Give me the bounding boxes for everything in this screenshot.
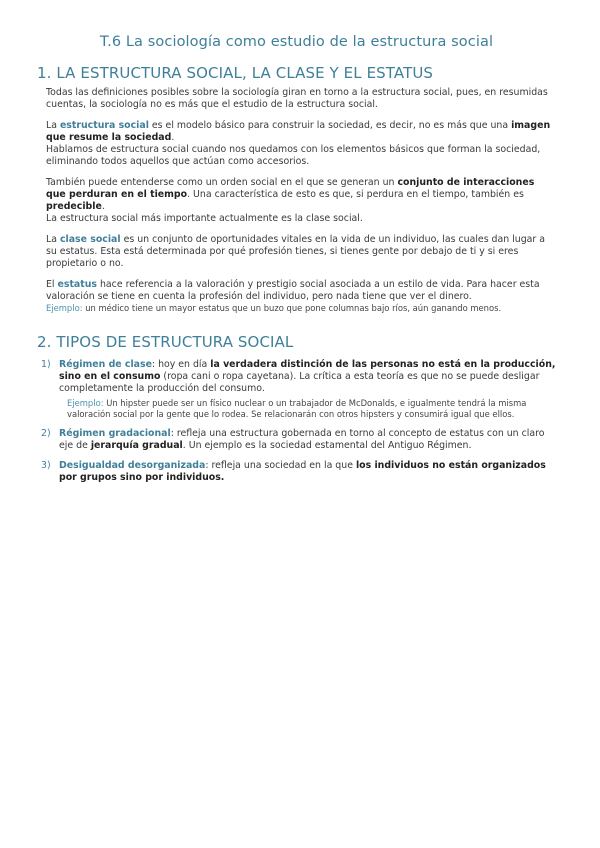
paragraph-estatus: El estatus hace referencia a la valoración y prestigio social asociada a un estilo de vida. Para hacer esta valoración se tiene en cuenta la profesión del individuo, pero nada tiene que ver el dinero. Ejemplo: un médico tiene un mayor estatus que un buzo que pone columnas bajo ríos, aún ganando menos. xyxy=(46,279,540,313)
list-item-number: 2) xyxy=(41,427,51,439)
example-label: Ejemplo: xyxy=(67,398,104,408)
example-hipster: Ejemplo: Un hipster puede ser un físico nuclear o un trabajador de McDonalds, e igualmente tendrá la misma valoración social por la gente que lo rodea. Se relacionarán con otros hipsters y consumirá igual que ellos. xyxy=(67,398,527,419)
bold-imagen-sociedad: imagen que resume la sociedad xyxy=(46,120,551,143)
keyword-desigualdad-desorganizada: Desigualdad desorganizada xyxy=(59,459,206,471)
paragraph-orden-social: También puede entenderse como un orden social en el que se generan un conjunto de interacciones que perduran en el tiempo. Una característica de esto es que, si perdura en el tiempo, también es predecible. La estructura social más importante actualmente es la clase social. xyxy=(46,177,535,224)
section-tipos-estructura xyxy=(37,333,556,484)
section-1-heading: 1. LA ESTRUCTURA SOCIAL, LA CLASE Y EL ESTATUS xyxy=(37,64,434,82)
list-item-number: 3) xyxy=(41,459,51,471)
bold-predecible: predecible xyxy=(46,201,102,212)
example-label: Ejemplo: xyxy=(46,303,83,313)
document-title: T.6 La sociología como estudio de la estructura social xyxy=(99,34,494,50)
keyword-clase-social: clase social xyxy=(59,234,121,245)
types-list xyxy=(37,359,556,484)
section-2-heading: 2. TIPOS DE ESTRUCTURA SOCIAL xyxy=(37,333,294,351)
paragraph-clase-social: La clase social es un conjunto de oportunidades vitales en la vida de un individuo, las cuales dan lugar a su estatus. Esta está determinada por qué profesión tienes, si tienes gente por debajo de ti y si eres propietario o no. xyxy=(46,234,545,269)
paragraph-intro: Todas las definiciones posibles sobre la sociología giran en torno a la estructura social, pues, en resumidas cuentas, la sociología no es más que el estudio de la estructura social. xyxy=(46,87,548,110)
list-item: 3) Desigualdad desorganizada: refleja una sociedad en la que los individuos no están organizados por grupos sino por individuos. xyxy=(41,459,546,483)
keyword-regimen-clase: Régimen de clase xyxy=(59,359,152,370)
list-item: 1) Régimen de clase: hoy en día la verdadera distinción de las personas no está en la producción, sino en el consumo (ropa cani o ropa cayetana). La crítica a esta teoría es que no se puede desligar completamente la producción del consumo. Ejemplo: Un hipster puede ser un físico nuclear o un trabajador de McDonalds, e igualmente tendrá la misma valoración social por la gente que lo rodea. Se relacionarán con otros hipsters y consumirá igual que ellos. xyxy=(41,359,556,419)
example-estatus: Ejemplo: un médico tiene un mayor estatus que un buzo que pone columnas bajo ríos, aún ganando menos. xyxy=(46,303,502,313)
keyword-regimen-gradacional: Régimen gradacional xyxy=(59,427,171,439)
paragraph-estructura-social: La estructura social es el modelo básico para construir la sociedad, es decir, no es más que una imagen que resume la sociedad. Hablamos de estructura social cuando nos quedamos con los elementos básicos que forman la sociedad, eliminando todos aquellos que actúan como accesorios. xyxy=(46,120,551,167)
keyword-estatus: estatus xyxy=(57,279,97,290)
list-item: 2) Régimen gradacional: refleja una estructura gobernada en torno al concepto de estatus con un claro eje de jerarquía gradual. Un ejemplo es la sociedad estamental del Antiguo Régimen. xyxy=(41,427,545,451)
list-item-number: 1) xyxy=(41,359,51,370)
section-estructura-social xyxy=(37,64,556,315)
bold-conjunto-interacciones: conjunto de interacciones que perduran en el tiempo xyxy=(46,177,535,200)
keyword-estructura-social: estructura social xyxy=(59,120,149,131)
